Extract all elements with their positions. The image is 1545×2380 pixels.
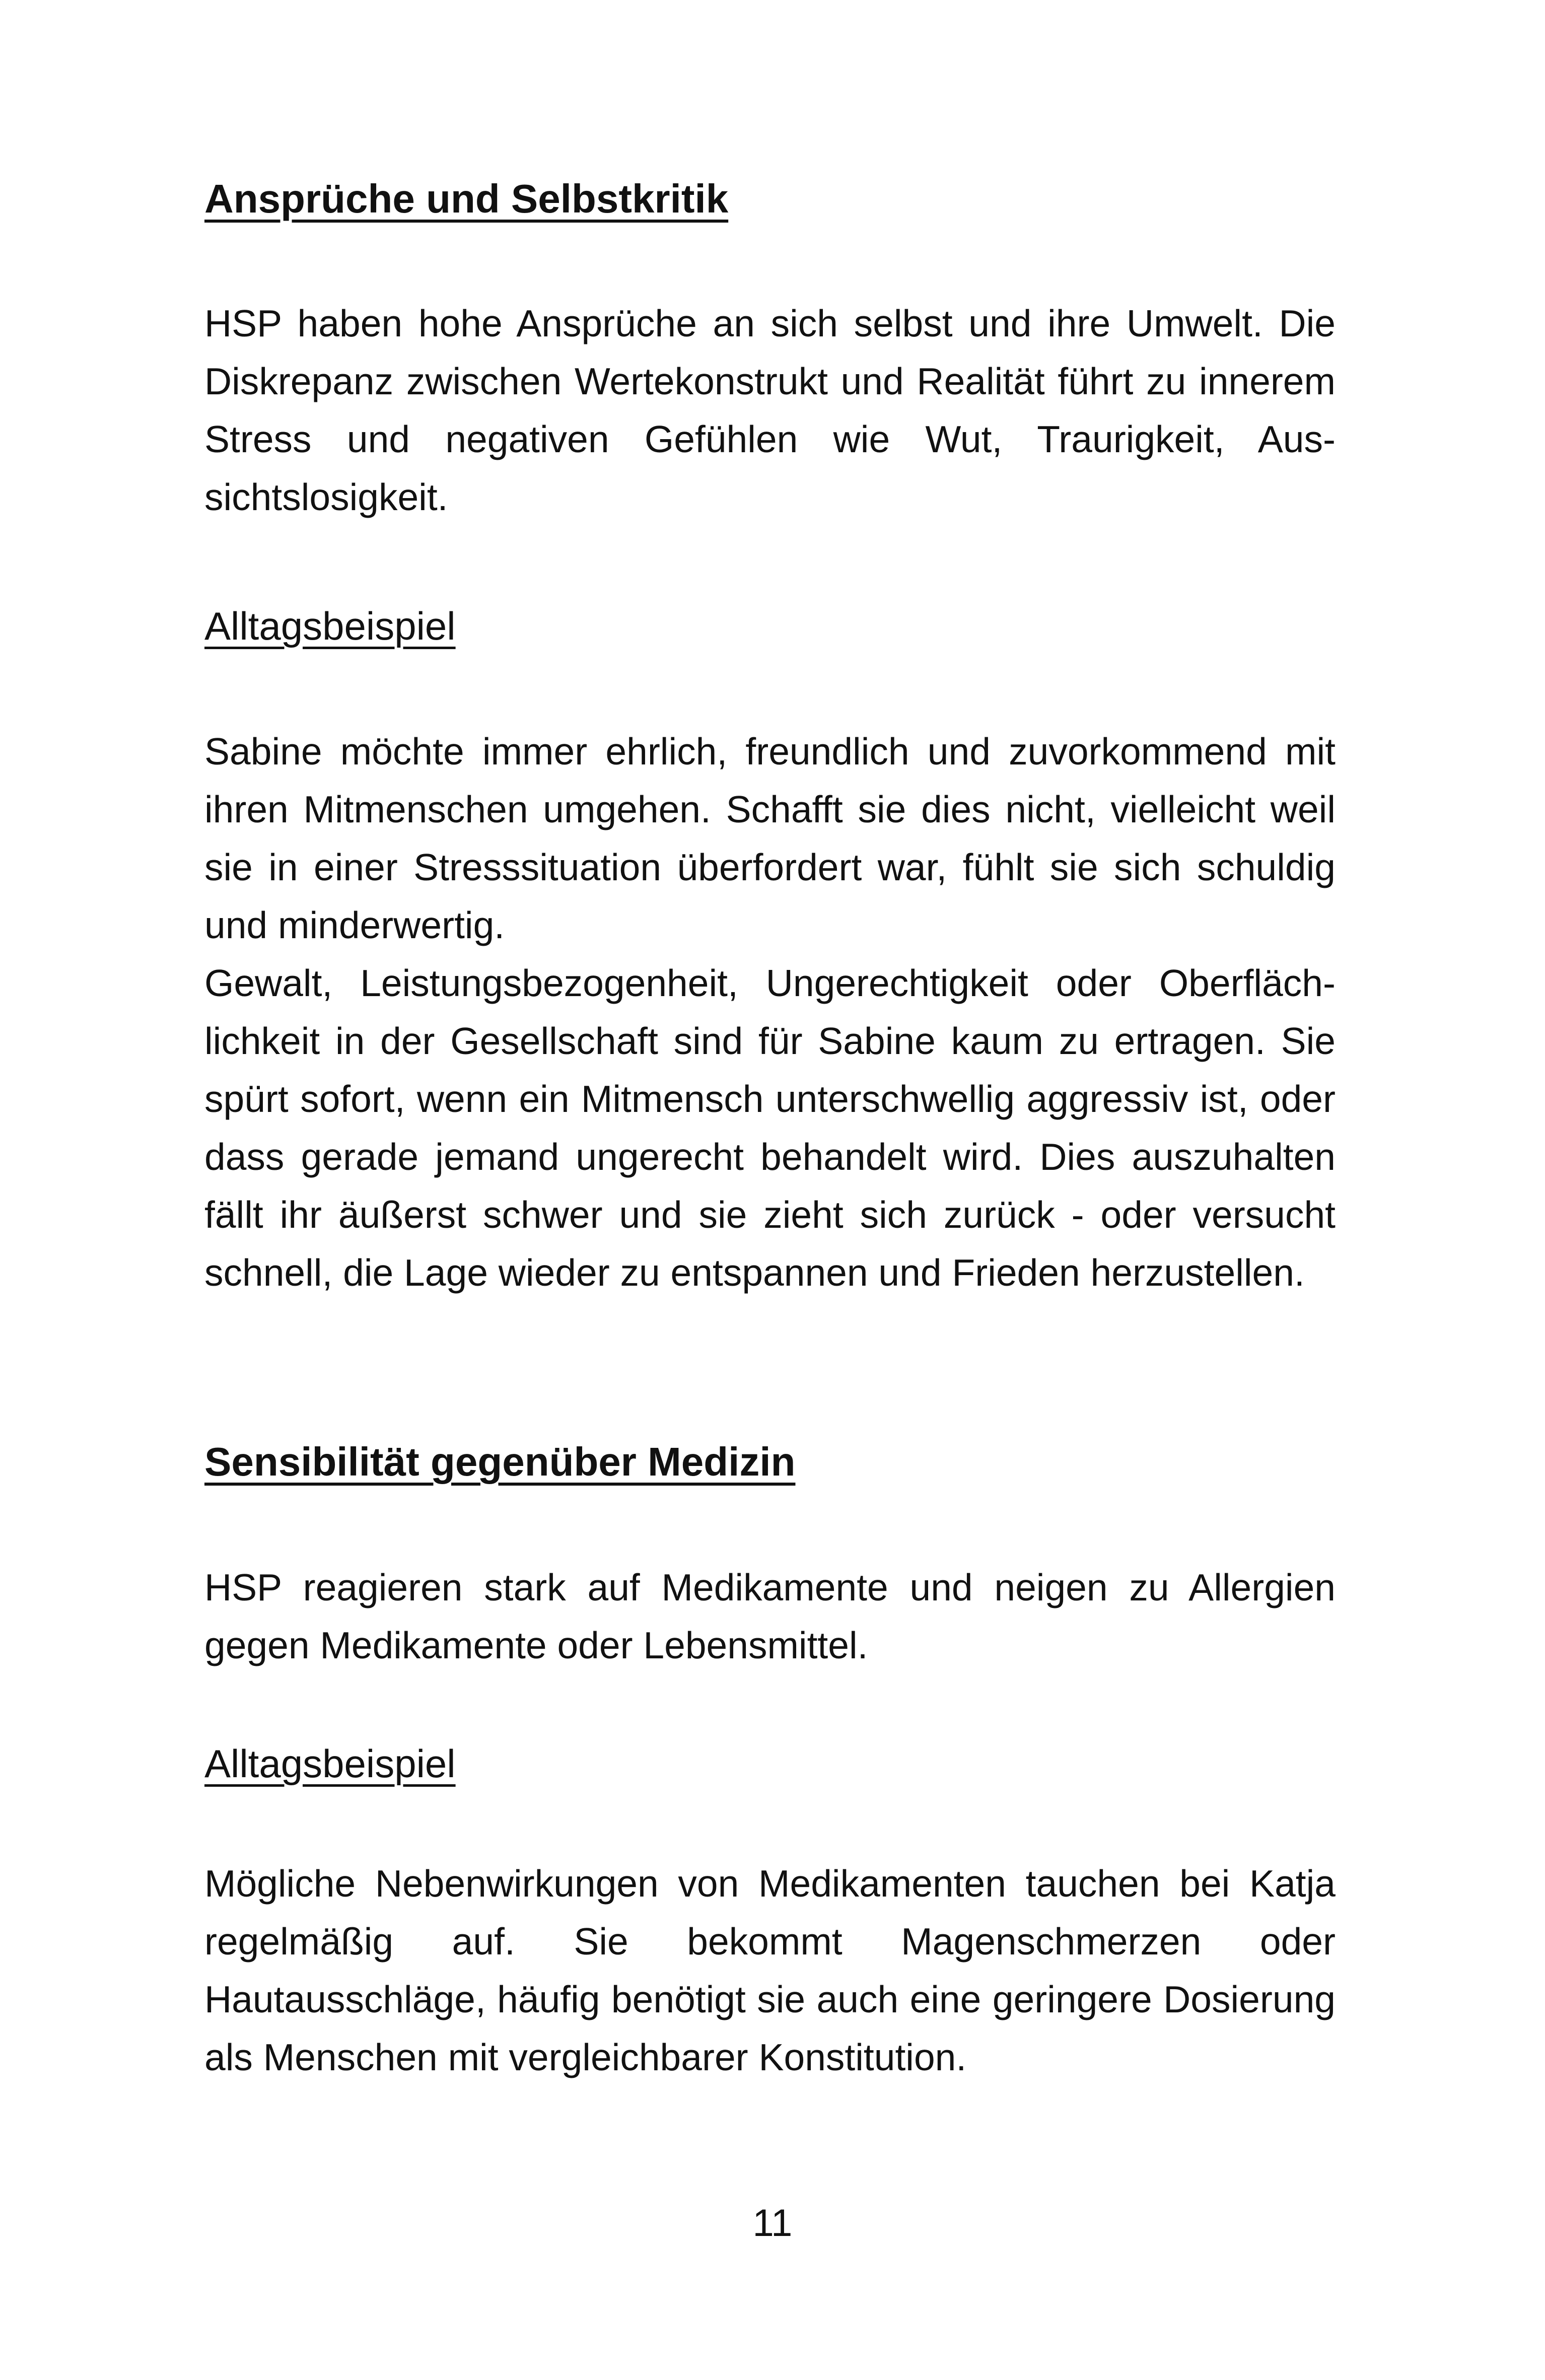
body-text: HSP reagieren stark auf Medikamente und neigen zu Allergien gegen Medikamente oder Lebensmittel.	[204, 1566, 1336, 1666]
body-text: HSP haben hohe Ansprüche an sich selbst und ihre Umwelt. Die Diskrepanz zwischen Wertekonstrukt und Realität führt zu innerem Stress und negativen Gefühlen wie Wut, Traurigkeit, Aussichtslosigkeit.	[204, 302, 1336, 518]
section-paragraph	[204, 1559, 1336, 1674]
example-heading: Alltagsbeispiel	[204, 604, 456, 648]
example-heading: Alltagsbeispiel	[204, 1741, 456, 1786]
section-paragraph	[204, 295, 1336, 526]
example-paragraph-group	[204, 723, 1336, 1302]
body-text: Sabine möchte immer ehrlich, freundlich und zuvorkommend mit ihren Mitmenschen umgehen. Schafft sie dies nicht, vielleicht weil sie in einer Stresssituation überfordert war, fühlt sie sich schuldig und minderwertig.	[204, 730, 1336, 946]
section-heading: Sensibilität gegenüber Medizin	[204, 1439, 796, 1484]
page-number: 11	[752, 2202, 793, 2245]
example-paragraph-group	[204, 1855, 1336, 2086]
body-text: Mögliche Nebenwirkungen von Medikamenten tauchen bei Katja regelmäßig auf. Sie bekommt Magenschmerzen oder Hautausschläge, häufig benötigt sie auch eine geringere Dosierung als Menschen mit vergleichbarer Konstitution.	[204, 1862, 1336, 2078]
body-text: Gewalt, Leistungsbezogenheit, Ungerechtigkeit oder Oberflächlichkeit in der Gesellschaft sind für Sabine kaum zu ertragen. Sie spürt sofort, wenn ein Mitmensch unterschwellig aggressiv ist, oder dass gerade jemand ungerecht behandelt wird. Dies auszuhalten fällt ihr äußerst schwer und sie zieht sich zurück - oder versucht schnell, die Lage wieder zu entspannen und Frieden herzustellen.	[204, 962, 1336, 1294]
section-heading: Ansprüche und Selbstkritik	[204, 176, 729, 221]
